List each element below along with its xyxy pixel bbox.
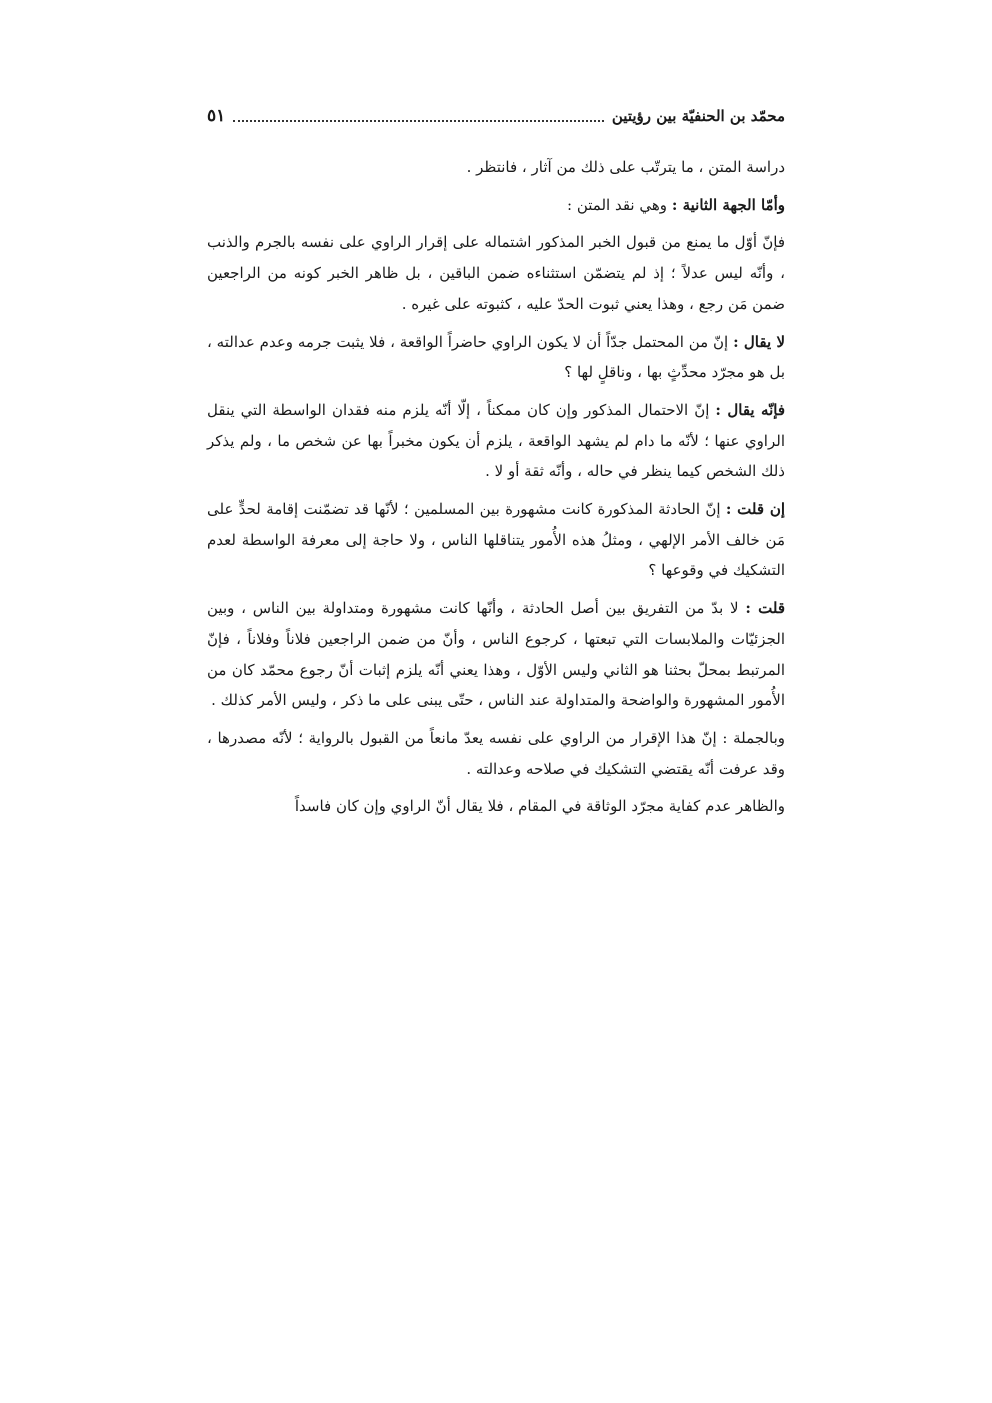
book-page (207, 100, 785, 829)
paragraph (207, 327, 785, 388)
page-number: ٥١ (207, 106, 226, 126)
paragraph-text: إنّ من المحتمل جدّاً أن لا يكون الراوي حاضراً الواقعة ، فلا يثبت جرمه وعدم عدالته ، بل هو مجرّد محدِّثٍ بها ، وناقلٍ لها ؟ (207, 332, 785, 382)
paragraph (207, 152, 785, 183)
paragraph (207, 190, 785, 221)
paragraph-text: إنّ الحادثة المذكورة كانت مشهورة بين المسلمين ؛ لأنّها قد تضمّنت إقامة لحدٍّ على مَن خالف الأمر الإلهي ، ومثلُ هذه الأُمور يتناقلها الناس ، ولا حاجة إلى معرفة الواسطة لعدم التشكيك في وقوعها ؟ (207, 500, 785, 580)
paragraph-text: إنّ الاحتمال المذكور وإن كان ممكناً ، إلّا أنّه يلزم منه فقدان الواسطة التي ينقل الراوي عنها ؛ لأنّه ما دام لم يشهد الواقعة ، يلزم أن يكون مخبراً بها عن شخص ما ، ولم يذكر ذلك الشخص كيما ينظر في حاله ، وأنّه ثقة أو لا . (207, 400, 785, 481)
paragraph-text: فإنّ أوّل ما يمنع من قبول الخبر المذكور اشتماله على إقرار الراوي على نفسه بالجرم والذنب ، وأنّه ليس عدلاً ؛ إذ لم يتضمّن استثناءه ضمن الباقين ، بل ظاهر الخبر كونه من الراجعين ضمن مَن رجع ، وهذا يعني ثبوت الحدّ عليه ، كثبوته على غيره . (207, 233, 785, 313)
paragraph-text: دراسة المتن ، ما يترتّب على ذلك من آثار ، فانتظر . (466, 158, 785, 176)
paragraph (207, 395, 785, 487)
paragraph-text: وبالجملة : إنّ هذا الإقرار من الراوي على نفسه يعدّ مانعاً من القبول بالرواية ؛ لأنّه مصدرها ، وقد عرفت أنّه يقتضي التشكيك في صلاحه وعدالته . (207, 728, 785, 778)
paragraph-lead: فإنّه يقال : (715, 400, 786, 419)
paragraph (207, 227, 785, 319)
paragraph (207, 791, 785, 822)
dotted-leader (233, 118, 604, 122)
paragraph (207, 494, 785, 586)
body-text (207, 152, 785, 822)
paragraph (207, 723, 785, 784)
paragraph-text: والظاهر عدم كفاية مجرّد الوثاقة في المقام ، فلا يقال أنّ الراوي وإن كان فاسداً (294, 797, 785, 816)
paragraph-lead: لا يقال : (733, 332, 785, 351)
paragraph-text: لا بدّ من التفريق بين أصل الحادثة ، وأنّها كانت مشهورة ومتداولة بين الناس ، وبين الجزئيّات والملابسات التي تبعتها ، كرجوع الناس ، وأنّ من ضمن الراجعين فلاناً وفلاناً ، فإنّ المرتبط بمحلّ بحثنا هو الثاني وليس الأوّل ، وهذا يعني أنّه يلزم إثبات أنّ رجوع محمّد كان من الأُمور المشهورة والواضحة والمتداولة عند الناس ، حتّى يبنى على ما ذكر ، وليس الأمر كذلك . (207, 599, 785, 710)
paragraph-lead: وأمّا الجهة الثانية : (671, 195, 785, 214)
paragraph (207, 593, 785, 716)
running-title: محمّد بن الحنفيّة بين رؤيتين (611, 107, 785, 125)
running-header (207, 100, 785, 132)
paragraph-lead: إن قلت : (725, 500, 786, 519)
paragraph-text: وهي نقد المتن : (567, 195, 672, 214)
paragraph-lead: قلت : (745, 599, 786, 618)
